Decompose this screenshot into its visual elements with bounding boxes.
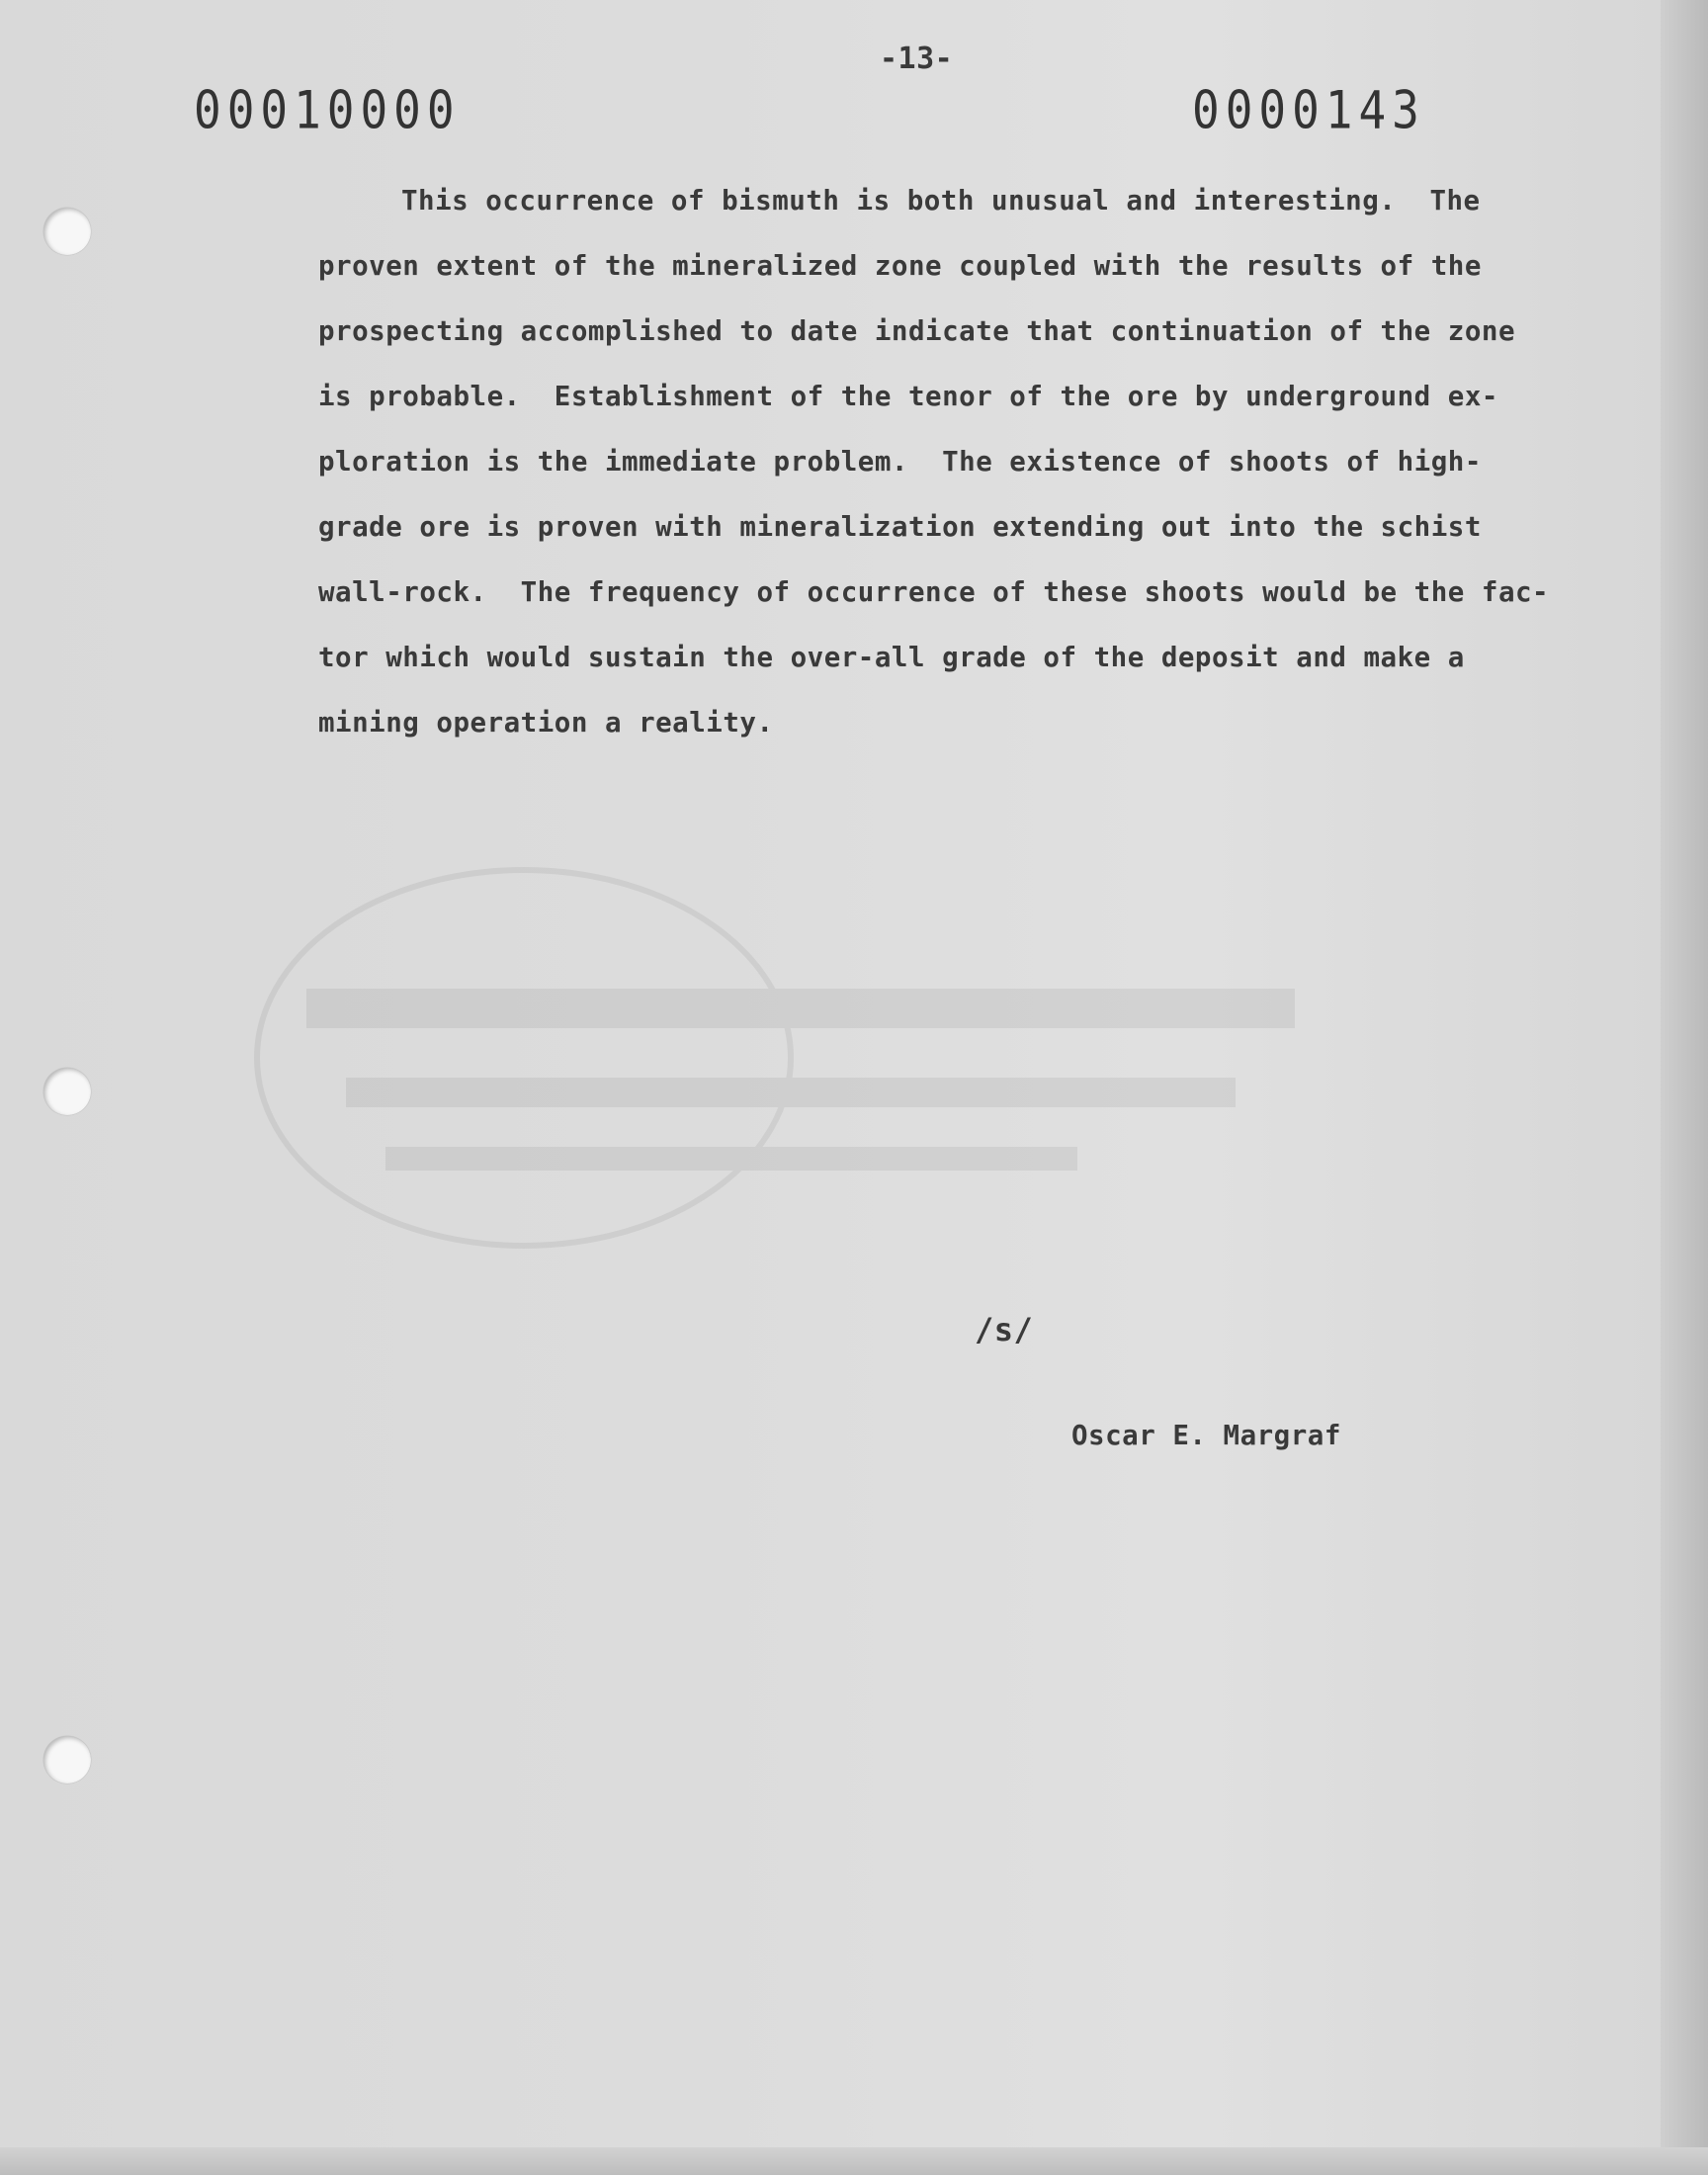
body-line: prospecting accomplished to date indicate that continuation of the zone (318, 315, 1516, 347)
body-line: grade ore is proven with mineralization extending out into the schist (318, 511, 1482, 543)
body-line: ploration is the immediate problem. The existence of shoots of high- (318, 446, 1482, 478)
punch-hole-top (43, 208, 91, 255)
punch-hole-middle (43, 1068, 91, 1115)
page-number: -13- (880, 42, 954, 76)
document-stamp-left: 00010000 (194, 78, 461, 141)
body-line: mining operation a reality. (318, 707, 774, 739)
body-line: proven extent of the mineralized zone coupled with the results of the (318, 250, 1482, 282)
body-line: This occurrence of bismuth is both unusual and interesting. The (401, 185, 1481, 217)
page-edge-shadow-right (1661, 0, 1708, 2175)
body-line: tor which would sustain the over-all grade of the deposit and make a (318, 642, 1465, 673)
page-edge-shadow-bottom (0, 2147, 1708, 2175)
document-stamp-right: 0000143 (1192, 78, 1425, 141)
body-paragraph (318, 168, 1550, 755)
signature-mark: /s/ (975, 1311, 1034, 1348)
faint-seal-watermark (227, 850, 1413, 1265)
body-line: is probable. Establishment of the tenor of the ore by underground ex- (318, 381, 1498, 412)
punch-hole-bottom (43, 1736, 91, 1784)
signatory-name: Oscar E. Margraf (1071, 1420, 1341, 1451)
body-line: wall-rock. The frequency of occurrence of these shoots would be the fac- (318, 576, 1550, 608)
